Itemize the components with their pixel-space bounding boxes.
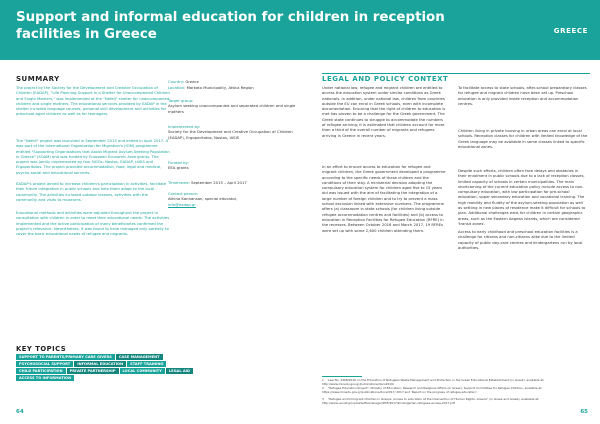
footnote-number: 1 xyxy=(322,378,324,382)
info-funded xyxy=(168,160,306,171)
summary-paragraph: The project by the Society for the Development and Creative Occupation of Children (EADAP), "Life Planning Support in a Shelter for Unaccompanied Children and Single Mothers," was implemented at the "Nefeli" shelter for unaccompanied children and single mothers. The educational services provided by EADAP in the shelter included language courses, personal skill development and activities for preschool-aged children as well as for teenagers. xyxy=(16,86,170,117)
info-funded-value: EEA grants xyxy=(168,165,189,171)
info-country-value: Greece xyxy=(185,79,199,84)
info-implemented-label: Implemented by: xyxy=(168,124,201,129)
info-target xyxy=(168,98,306,114)
page-title: Support and informal education for children in reception facilities in Greece xyxy=(16,10,445,42)
summary-paragraph: The "Nefeli" project was launched in September 2015 and ended in April 2017. It was part of the International Organization for Migration's (IOM) programme entitled "Supporting Organisations that Assist Migrant Asylum-Seeking Population in Greece" (SOAM) and was funded by European Economic Area grants. The project was jointly implemented by four NGOs: Nostos, EADAP, IASIS and Ergoperitotos. The project provided accommodation, food, legal and medical, psycho-social and educational services. xyxy=(16,139,170,175)
info-funded-label: Funded by: xyxy=(168,160,189,165)
legal-paragraph: Despite such efforts, children often face delays and obstacles in their enrolment in public schools due to a lack of reception classes, limited capacity of schools in certain municipalities. The main shortcoming of the current education policy include access to non-compulsory education, with low participation for pre-school education, upper secondary education and vocational training. The high mobility and fluidity of the asylum-seeking population as well as settling in new places of residence make it difficult for schools to plan. Additional challenges exist for children in certain geographic areas, such as the Eastern Aegean islands, which are considered 'transit zones'. xyxy=(458,169,586,226)
info-location-label: Location: xyxy=(168,85,186,90)
topic-tag: PSYCHOSOCIAL SUPPORT xyxy=(16,361,73,367)
key-topics-row xyxy=(16,368,256,374)
info-timeframe xyxy=(168,180,306,185)
info-contact-name: Athina Kannanson, special educator, xyxy=(168,196,238,202)
topic-tag: LEGAL AID xyxy=(166,368,193,374)
legal-heading: LEGAL AND POLICY CONTEXT xyxy=(322,75,449,83)
contact-email-link[interactable]: info@eadap.gr xyxy=(168,201,196,207)
key-topics-grid xyxy=(16,354,256,382)
topic-tag: ACCESS TO INFORMATION xyxy=(16,375,74,381)
key-topics-row xyxy=(16,361,256,367)
legal-paragraph: In an effort to ensure access to education for refugee and migrant children, the Greek government developed a programme according to the specific needs of these children and the conditions of their stay. A ministerial decision adopting the compulsory education system for children aged five to 15 years old was issued with the aim of facilitating the integration of a large number of foreign children and to try to prevent a mass school exclusion linked with extensive numbers. The programme offers (a) classroom in state schools (for children living outside refugee accommodation centres and facilities) and (b) access to education in Reception Facilities for Refugee Education (RFRE) in the recesses. Between October 2016 and March 2017, 19 RFREs were set up with some 2,600 children attending them. xyxy=(322,165,446,233)
legal-paragraph: To facilitate access to state schools, after-school preparatory classes for refugee and migrant children have been set up. Preschool education is only provided inside reception and accommodation centres. xyxy=(458,86,587,106)
key-topics-row xyxy=(16,354,256,360)
info-location-value: Markato Municipality, Attica Region xyxy=(186,85,254,90)
legal-paragraph: Children living in private housing in urban areas can enrol at local schools. Reception classes for children with limited knowledge of the Greek language may be available in some classes linked to specific educational zones. xyxy=(458,129,588,149)
page-number-right: 65 xyxy=(580,409,588,415)
footnote xyxy=(322,398,588,405)
topic-tag: INFORMAL EDUCATION xyxy=(74,361,126,367)
legal-paragraph: Under national law, refugee and migrant children are entitled to access the education system under similar conditions as Greek nationals. In addition, under national law, children from countries outside the EU can enrol in Greek schools, even with incomplete documentation. Ensuring that the right of children to education is met has proven to be a challenge for the Greek government. The Greek state continues to struggle to accommodate the numbers of refugee arriving; it is estimated that children account for more than a third of the overall number of migrants and refugees arriving in Greece in recent years. xyxy=(322,86,446,138)
info-contact xyxy=(168,191,306,207)
footnote-text: "Refugee Education Project", Ministry of Education, Research and Religious Affairs (in Greek), Support Committee for Refugee Children, available at: https://www.minedu.gov.gr/publications/docs2017/ 2017 and 'Report on the progress of refugee education'. xyxy=(322,386,543,394)
footnote-rule xyxy=(322,376,362,377)
info-location xyxy=(168,85,306,90)
topic-tag: PRIVATE PARTNERSHIP xyxy=(67,368,119,374)
legal-paragraph: Access to early childhood and preschool education facilities is a challenge for citizens and non-citizens alike due to the limited capacity of public day-care centres and kindergartens run by local authorities. xyxy=(458,230,583,250)
page-number-left: 64 xyxy=(16,409,24,415)
info-target-label: Target group: xyxy=(168,98,194,103)
footnote xyxy=(322,387,588,394)
footnote-text: Law No. 4368/2016 on the Education of Refugees Waste Management and Protection in the Greek Educational Establishment (in Greek), available at: http://www.minedu.gov.gr/publications/docs2016/ xyxy=(322,378,545,386)
summary-paragraph: EADAP's project aimed to increase children's participation in activities, facilitate their future integration in public schools and help them adapt to the local community. The activities included outdoor lessons, activities with the community and visits to museums. xyxy=(16,182,167,202)
info-country-label: Country: xyxy=(168,79,185,84)
footnote-number: 3 xyxy=(322,397,324,401)
legal-rule xyxy=(322,73,590,74)
info-target-value: Asylum seeking unaccompanied and separated children and single mothers xyxy=(168,103,296,114)
topic-tag: STAFF TRAINING xyxy=(127,361,166,367)
info-implemented-value: Society for the Development and Creative Occupation of Children (EADAP), Ergoperitotos, Nostos, IASIS xyxy=(168,129,293,140)
footnote-text: "Refugee and Immigrant Children in Greece: Access to education at the Intersection of Human Rights, Greece" (in Greek and Greek), available at: http://www.unicef.gr/uploads/filemanager/PDF/2017/kindergarten-refugees-access-2017.pdf xyxy=(322,397,540,405)
info-country xyxy=(168,79,306,84)
key-topics-heading: KEY TOPICS xyxy=(16,345,67,353)
topic-tag: LOCAL COMMUNITY xyxy=(120,368,165,374)
summary-paragraph: Educational methods and activities were adjusted throughout the project in consultation with children in order to meet their educational needs. The activities implemented and the active participation of many beneficiaries confirmed the project's relevance. Nevertheless, it was found to have managed only partially to cover the basic educational needs of refugee and migrants. xyxy=(16,211,170,237)
info-contact-label: Contact person: xyxy=(168,191,199,196)
topic-tag: SUPPORT TO PARENTS/PRIMARY CARE GIVERS xyxy=(16,354,115,360)
info-implemented xyxy=(168,124,306,140)
topic-tag: CHILD PARTICIPATION xyxy=(16,368,66,374)
topic-tag: CASE MANAGEMENT xyxy=(116,354,163,360)
summary-heading: SUMMARY xyxy=(16,75,60,83)
info-timeframe-value: September 2015 – April 2017 xyxy=(191,180,247,185)
footnote-number: 2 xyxy=(322,386,324,390)
info-timeframe-label: Timeframe: xyxy=(168,180,190,185)
country-tag: GREECE xyxy=(553,27,588,35)
key-topics-row xyxy=(16,375,256,381)
